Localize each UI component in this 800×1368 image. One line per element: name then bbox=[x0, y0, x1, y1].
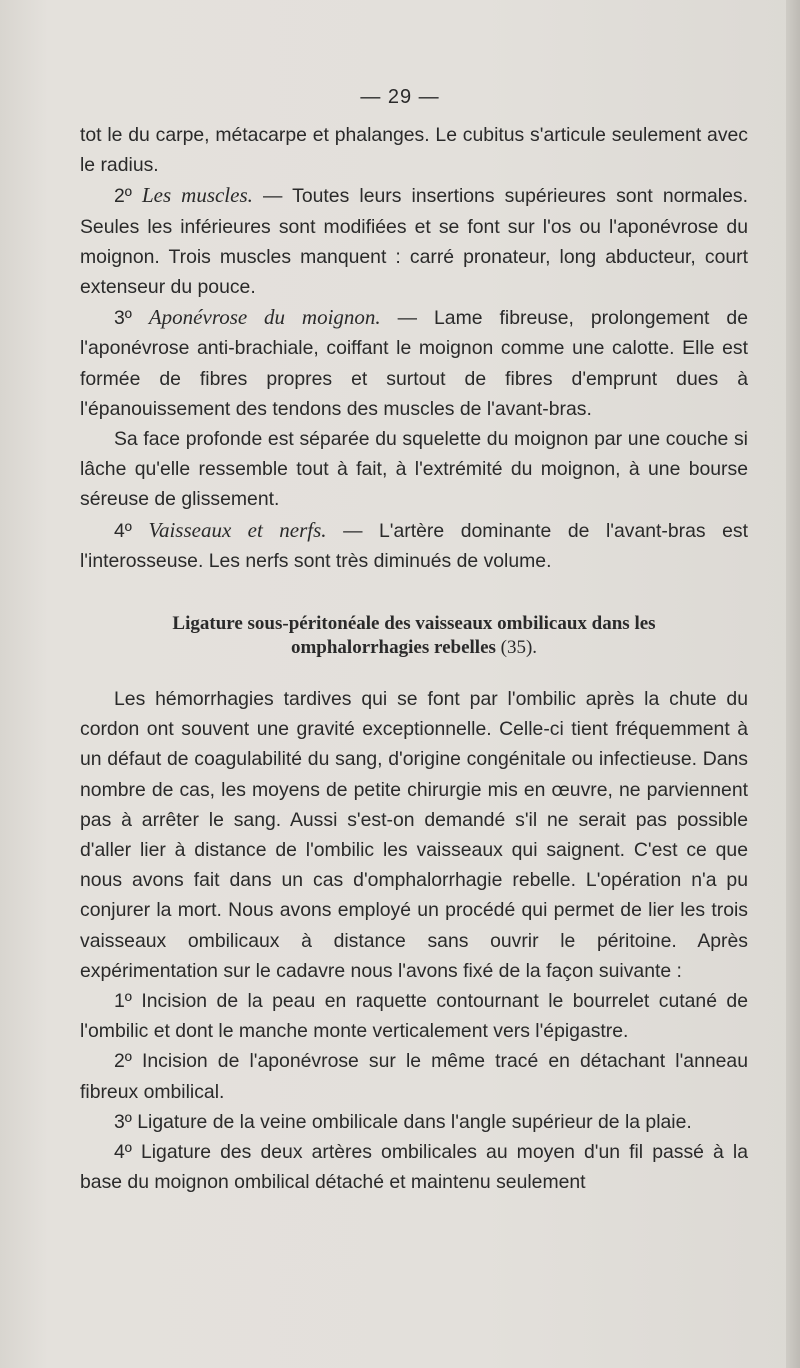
page-edge bbox=[786, 0, 800, 1368]
section-heading-line2: omphalorrhagies rebelles bbox=[290, 637, 496, 659]
paragraph-number: 4º bbox=[114, 519, 132, 542]
paragraph-muscles bbox=[80, 180, 748, 302]
paragraph-title: Vaisseaux et nerfs. bbox=[148, 517, 327, 542]
section-heading-line1: Ligature sous-péritonéale des vaisseaux ombilicaux dans les bbox=[172, 613, 656, 635]
paragraph-number: 3º bbox=[114, 307, 132, 330]
section-heading bbox=[80, 612, 748, 660]
page-body bbox=[80, 120, 748, 1198]
paragraph-text: — L'artère dominante de l'avant-bras est l'interosseuse. Les nerfs sont très diminués de volume. bbox=[80, 519, 749, 572]
paragraph-continuation: tot le du carpe, métacarpe et phalanges. Le cubitus s'articule seulement avec le radius. bbox=[80, 124, 748, 177]
paragraph-face-profonde: Sa face profonde est séparée du squelette du moignon par une couche si lâche qu'elle ressemble tout à fait, à l'extrémité du moignon, à une bourse séreuse de glissement. bbox=[80, 428, 748, 511]
paragraph-title: Aponévrose du moignon. bbox=[148, 305, 381, 330]
step-3: 3º Ligature de la veine ombilicale dans l'angle supérieur de la plaie. bbox=[114, 1110, 692, 1133]
step-2: 2º Incision de l'aponévrose sur le même tracé en détachant l'anneau fibreux ombilical. bbox=[80, 1050, 748, 1103]
step-4: 4º Ligature des deux artères ombilicales au moyen d'un fil passé à la base du moignon ombilical détaché et maintenu seulement bbox=[80, 1141, 748, 1194]
paragraph-hemorrhagies: Les hémorrhagies tardives qui se font par l'ombilic après la chute du cordon ont souvent une gravité exceptionnelle. Celle-ci tient fréquemment à un défaut de coagulabilité du sang, d'origine congénitale ou infectieuse. Dans nombre de cas, les moyens de petite chirurgie mis en œuvre, ne parviennent pas à arrêter le sang. Aussi s'est-on demandé s'il ne serait pas possible d'aller lier à distance de l'ombilic les vaisseaux qui saignent. C'est ce que nous avons fait dans un cas d'omphalorrhagie rebelle. L'opération n'a pu conjurer la mort. Nous avons employé un procédé qui permet de lier les trois vaisseaux ombilicaux à distance sans ouvrir le péritoine. Après expérimentation sur le cadavre nous l'avons fixé de la façon suivante : bbox=[80, 688, 748, 982]
paragraph-number: 2º bbox=[114, 185, 132, 208]
paragraph-title: Les muscles. bbox=[142, 183, 253, 208]
paragraph-aponevrose bbox=[80, 302, 748, 424]
section-reference: (35). bbox=[500, 637, 538, 659]
paragraph-vaisseaux bbox=[80, 515, 748, 576]
paragraph-text: — Lame fibreuse, prolongement de l'aponévrose anti-brachiale, coiffant le moignon comme une calotte. Elle est formée de fibres propres et surtout de fibres d'emprunt dues à l'épanouissement des tendons des muscles de l'avant-bras. bbox=[80, 307, 748, 420]
paragraph-text: — Toutes leurs insertions supérieures sont normales. Seules les inférieures sont modifiées et se font sur l'os ou l'aponévrose du moignon. Trois muscles manquent : carré pronateur, long abducteur, court extenseur du pouce. bbox=[80, 185, 748, 299]
step-1: 1º Incision de la peau en raquette contournant le bourrelet cutané de l'ombilic et dont le manche monte verticalement vers l'épigastre. bbox=[80, 990, 748, 1043]
page-number: — 29 — bbox=[360, 86, 440, 108]
